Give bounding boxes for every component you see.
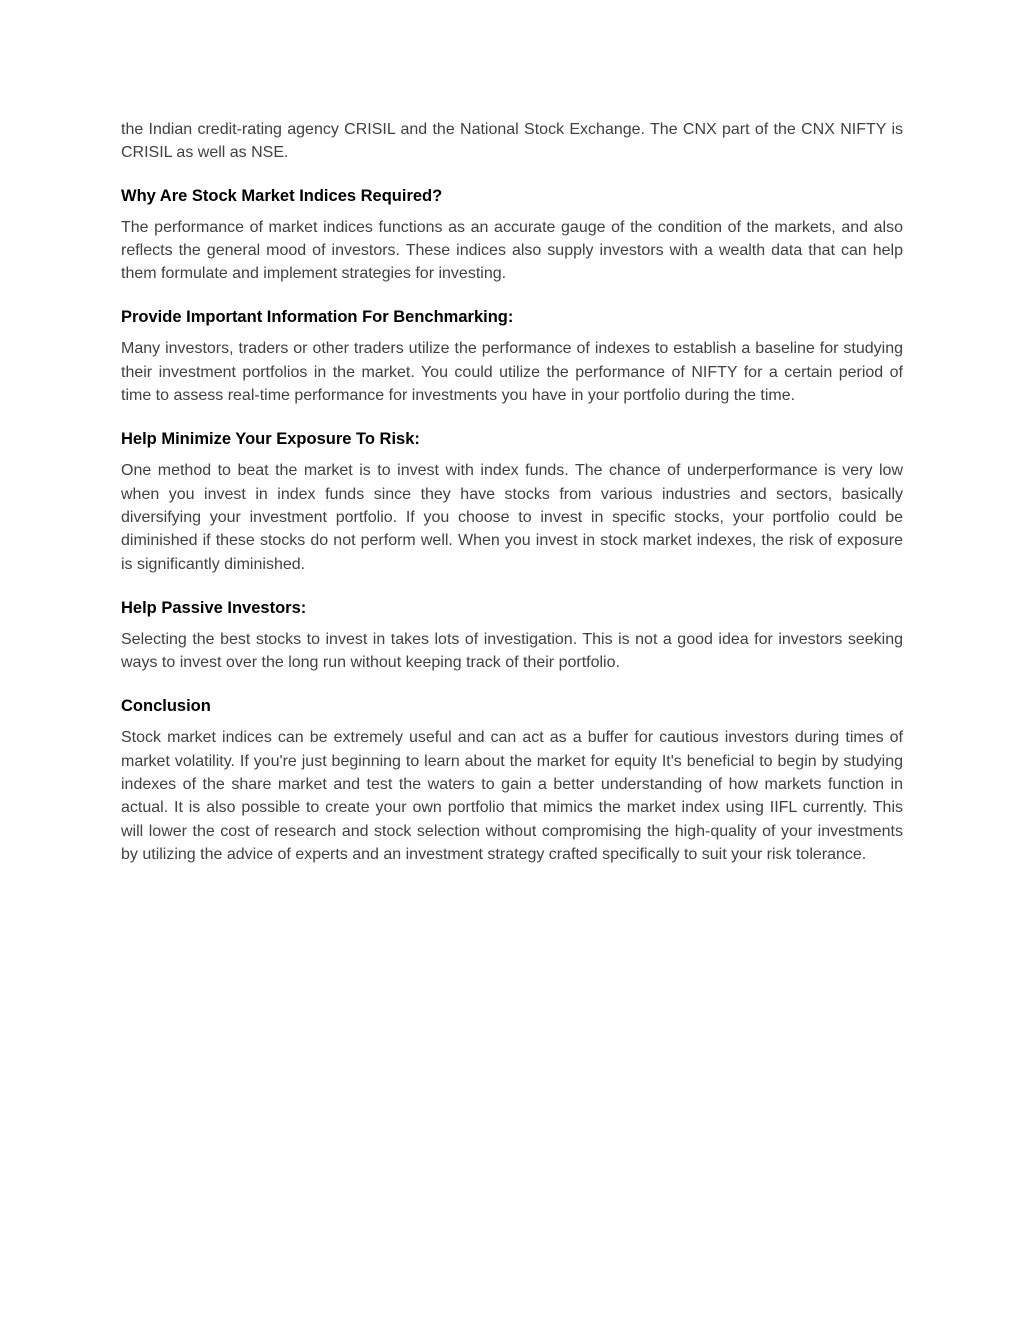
section-benchmarking xyxy=(121,306,903,407)
intro-paragraph: the Indian credit-rating agency CRISIL and the National Stock Exchange. The CNX part of the CNX NIFTY is CRISIL as well as NSE. xyxy=(121,121,903,162)
document-page xyxy=(121,118,903,887)
section-heading: Help Minimize Your Exposure To Risk: xyxy=(121,430,420,449)
section-heading: Provide Important Information For Benchmarking: xyxy=(121,308,514,327)
section-paragraph: Many investors, traders or other traders utilize the performance of indexes to establish a baseline for studying their investment portfolios in the market. You could utilize the performance of NIFTY for a certain period of time to assess real-time performance for investments you have in your portfolio during the time. xyxy=(121,340,903,405)
section-paragraph: Stock market indices can be extremely useful and can act as a buffer for cautious investors during times of market volatility. If you're just beginning to learn about the market for equity It's beneficial to begin by studying indexes of the share market and test the waters to gain a better understanding of how markets function in actual. It is also possible to create your own portfolio that mimics the market index using IIFL currently. This will lower the cost of research and stock selection without compromising the high-quality of your investments by utilizing the advice of experts and an investment strategy crafted specifically to suit your risk tolerance. xyxy=(121,729,903,863)
section-heading: Conclusion xyxy=(121,697,211,716)
section-why-indices-required xyxy=(121,185,903,286)
section-conclusion xyxy=(121,695,903,866)
section-heading: Why Are Stock Market Indices Required? xyxy=(121,186,443,205)
section-paragraph: The performance of market indices functions as an accurate gauge of the condition of the markets, and also reflects the general mood of investors. These indices also supply investors with a wealth data that can help them formulate and implement strategies for investing. xyxy=(121,218,903,283)
section-paragraph: Selecting the best stocks to invest in takes lots of investigation. This is not a good idea for investors seeking ways to invest over the long run without keeping track of their portfolio. xyxy=(121,630,903,672)
section-heading: Help Passive Investors: xyxy=(121,598,307,617)
section-passive-investors xyxy=(121,597,903,675)
section-minimize-risk xyxy=(121,428,903,575)
section-paragraph: One method to beat the market is to invest with index funds. The chance of underperformance is very low when you invest in index funds since they have stocks from various industries and sectors, basically diversifying your investment portfolio. If you choose to invest in specific stocks, your portfolio could be diminished if these stocks do not perform well. When you invest in stock market indexes, the risk of exposure is significantly diminished. xyxy=(121,462,903,573)
